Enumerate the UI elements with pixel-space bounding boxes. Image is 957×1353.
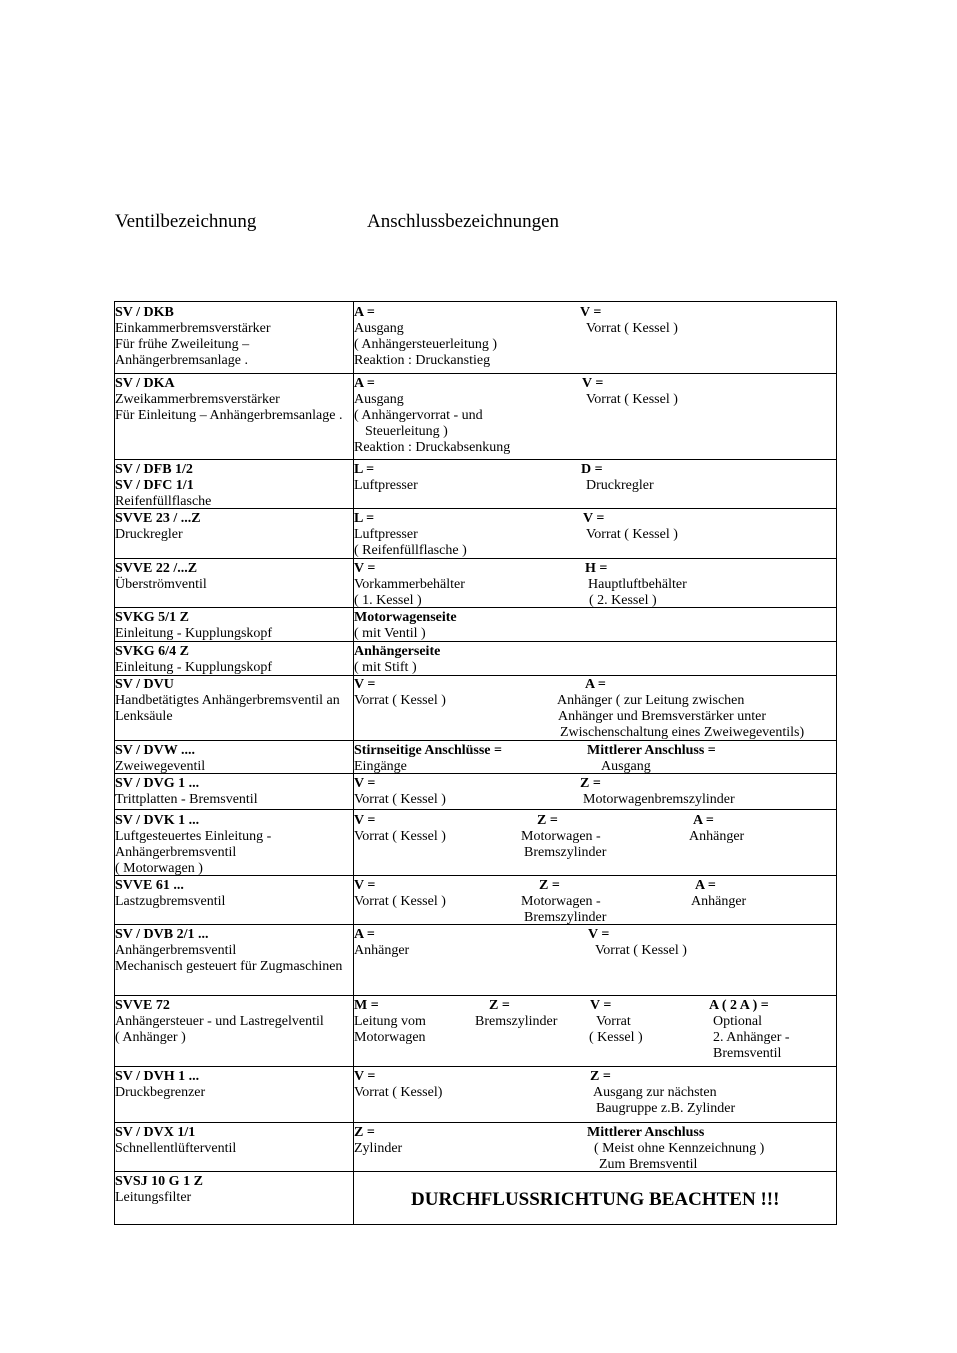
port-description: Motorwagen	[354, 1030, 426, 1045]
port-label: A =	[354, 927, 375, 942]
port-description: Bremszylinder	[524, 910, 607, 925]
port-description: Ausgang	[354, 321, 404, 336]
valve-name: SV / DVK 1 ...	[115, 813, 200, 828]
port-description: ( mit Ventil )	[354, 626, 426, 641]
valve-name: SV / DVB 2/1 ...	[115, 927, 209, 942]
port-label: L =	[354, 511, 375, 526]
port-label: A =	[585, 677, 606, 692]
port-description: Bremszylinder	[524, 845, 607, 860]
port-description: Anhänger	[689, 829, 745, 844]
port-label: Z =	[489, 998, 510, 1013]
row-separator	[115, 1171, 836, 1172]
valve-name: SVKG 5/1 Z	[115, 610, 189, 625]
valve-name: SVVE 72	[115, 998, 170, 1013]
row-separator	[115, 995, 836, 996]
port-label: Stirnseitige Anschlüsse =	[354, 743, 502, 758]
valve-description: Trittplatten - Bremsventil	[115, 792, 258, 807]
port-label: Z =	[354, 1125, 375, 1140]
row-separator	[115, 875, 836, 876]
valve-description: ( Motorwagen )	[115, 861, 203, 876]
valve-name: SVVE 61 ...	[115, 878, 184, 893]
flow-direction-note: DURCHFLUSSRICHTUNG BEACHTEN !!!	[411, 1189, 780, 1210]
valve-description: Einleitung - Kupplungskopf	[115, 660, 273, 675]
row-separator	[115, 508, 836, 509]
port-label: L =	[354, 462, 375, 477]
port-description: Hauptluftbehälter	[588, 577, 687, 592]
valve-name-secondary: SV / DFC 1/1	[115, 478, 194, 493]
port-label: Motorwagenseite	[354, 610, 457, 625]
port-description: Vorrat ( Kessel )	[586, 392, 678, 407]
valve-name: SV / DFB 1/2	[115, 462, 193, 477]
valve-description: Anhängerbremsventil	[115, 943, 237, 958]
port-description: Vorrat ( Kessel )	[354, 829, 446, 844]
port-description: ( 1. Kessel )	[354, 593, 422, 608]
port-description: Luftpresser	[354, 527, 418, 542]
port-description: Anhänger	[691, 894, 747, 909]
port-label: Z =	[537, 813, 558, 828]
valve-description: Luftgesteuertes Einleitung -	[115, 829, 272, 844]
port-description: Steuerleitung )	[365, 424, 448, 439]
port-label: M =	[354, 998, 379, 1013]
port-label: Mittlerer Anschluss	[587, 1125, 705, 1140]
valve-name: SVKG 6/4 Z	[115, 644, 189, 659]
port-description: Vorrat ( Kessel)	[354, 1085, 443, 1100]
port-description: Vorrat ( Kessel )	[354, 894, 446, 909]
valve-name: SVSJ 10 G 1 Z	[115, 1174, 203, 1189]
port-label: Anhängerseite	[354, 644, 441, 659]
column-header-valve: Ventilbezeichnung	[115, 211, 257, 232]
port-description: ( Reifenfüllflasche )	[354, 543, 467, 558]
port-label: Z =	[539, 878, 560, 893]
row-separator	[115, 459, 836, 460]
port-description: Reaktion : Druckabsenkung	[354, 440, 511, 455]
port-description: Baugruppe z.B. Zylinder	[596, 1101, 736, 1116]
valve-description: Anhängersteuer - und Lastregelventil	[115, 1014, 324, 1029]
port-description: Ausgang	[601, 759, 651, 774]
port-description: Ausgang	[354, 392, 404, 407]
port-label: V =	[590, 998, 612, 1013]
port-description: ( Meist ohne Kennzeichnung )	[594, 1141, 765, 1156]
port-label: A =	[693, 813, 714, 828]
valve-name: SV / DKA	[115, 376, 175, 391]
port-label: V =	[582, 376, 604, 391]
row-separator	[115, 924, 836, 925]
column-header-ports: Anschlussbezeichnungen	[367, 211, 560, 232]
port-label: V =	[354, 813, 376, 828]
port-description: Luftpresser	[354, 478, 418, 493]
valve-description: Lastzugbremsventil	[115, 894, 226, 909]
port-description: Zylinder	[354, 1141, 403, 1156]
port-description: 2. Anhänger -	[713, 1030, 790, 1045]
port-label: V =	[354, 1069, 376, 1084]
port-description: ( Anhängersteuerleitung )	[354, 337, 498, 352]
port-label: V =	[583, 511, 605, 526]
port-description: Vorrat ( Kessel )	[354, 693, 446, 708]
row-separator	[115, 773, 836, 774]
port-description: Vorrat ( Kessel )	[595, 943, 687, 958]
port-label: V =	[354, 878, 376, 893]
port-description: ( Kessel )	[589, 1030, 643, 1045]
port-label: A =	[695, 878, 716, 893]
port-label: V =	[580, 305, 602, 320]
port-label: Z =	[580, 776, 601, 791]
port-description: Vorrat ( Kessel )	[354, 792, 446, 807]
port-description: Eingänge	[354, 759, 407, 774]
valve-name: SV / DVG 1 ...	[115, 776, 200, 791]
valve-description: Druckregler	[115, 527, 183, 542]
port-label: V =	[354, 776, 376, 791]
valve-name: SV / DKB	[115, 305, 174, 320]
valve-description: Druckbegrenzer	[115, 1085, 206, 1100]
row-separator	[115, 1066, 836, 1067]
row-separator	[115, 373, 836, 374]
port-label: Z =	[590, 1069, 611, 1084]
port-description: ( mit Stift )	[354, 660, 417, 675]
port-description: Vorrat ( Kessel )	[586, 321, 678, 336]
port-description: Druckregler	[586, 478, 654, 493]
port-label: H =	[585, 561, 608, 576]
valve-description: Zweiwegeventil	[115, 759, 206, 774]
port-label: A =	[354, 305, 375, 320]
port-description: Zwischenschaltung eines Zweiwegeventils)	[560, 725, 805, 740]
valve-name: SV / DVW ....	[115, 743, 196, 758]
valve-name: SVVE 22 /...Z	[115, 561, 198, 576]
valve-description: Lenksäule	[115, 709, 173, 724]
valve-description: Leitungsfilter	[115, 1190, 192, 1205]
row-separator	[115, 558, 836, 559]
port-label: V =	[354, 677, 376, 692]
port-description: Bremszylinder	[475, 1014, 558, 1029]
row-separator	[115, 1122, 836, 1123]
port-description: Vorrat ( Kessel )	[586, 527, 678, 542]
port-description: ( 2. Kessel )	[589, 593, 657, 608]
valve-description: Schnellentlüfterventil	[115, 1141, 237, 1156]
valve-description: Anhängerbremsanlage .	[115, 353, 248, 368]
valve-description: Zweikammerbremsverstärker	[115, 392, 280, 407]
port-description: Anhänger	[354, 943, 410, 958]
port-description: Zum Bremsventil	[599, 1157, 698, 1172]
valve-description: Für frühe Zweileitung –	[115, 337, 250, 352]
port-description: ( Anhängervorrat - und	[354, 408, 483, 423]
valve-description: Für Einleitung – Anhängerbremsanlage .	[115, 408, 343, 423]
port-description: Bremsventil	[713, 1046, 782, 1061]
valve-description: Handbetätigtes Anhängerbremsventil an	[115, 693, 340, 708]
row-separator	[115, 809, 836, 810]
valve-name: SVVE 23 / ...Z	[115, 511, 201, 526]
valve-description: Anhängerbremsventil	[115, 845, 237, 860]
row-separator	[115, 607, 836, 608]
port-description: Vorrat	[596, 1014, 631, 1029]
port-label: V =	[588, 927, 610, 942]
port-description: Leitung vom	[354, 1014, 426, 1029]
port-description: Reaktion : Druckanstieg	[354, 353, 491, 368]
valve-table	[114, 301, 837, 1225]
port-description: Vorkammerbehälter	[354, 577, 465, 592]
valve-description: Einleitung - Kupplungskopf	[115, 626, 273, 641]
port-description: Ausgang zur nächsten	[593, 1085, 717, 1100]
port-label: Mittlerer Anschluss =	[587, 743, 716, 758]
valve-name: SV / DVX 1/1	[115, 1125, 196, 1140]
valve-description: Mechanisch gesteuert für Zugmaschinen	[115, 959, 343, 974]
port-description: Anhänger und Bremsverstärker unter	[558, 709, 766, 724]
valve-name: SV / DVU	[115, 677, 174, 692]
port-label: A =	[354, 376, 375, 391]
port-description: Motorwagen -	[521, 894, 601, 909]
valve-name: SV / DVH 1 ...	[115, 1069, 200, 1084]
port-label: A ( 2 A ) =	[709, 998, 769, 1013]
port-description: Motorwagenbremszylinder	[583, 792, 735, 807]
valve-description: ( Anhänger )	[115, 1030, 186, 1045]
valve-description: Reifenfüllflasche	[115, 494, 212, 509]
port-label: V =	[354, 561, 376, 576]
port-description: Motorwagen -	[521, 829, 601, 844]
valve-description: Überströmventil	[115, 577, 207, 592]
port-label: D =	[581, 462, 603, 477]
port-description: Optional	[713, 1014, 762, 1029]
valve-description: Einkammerbremsverstärker	[115, 321, 271, 336]
port-description: Anhänger ( zur Leitung zwischen	[557, 693, 745, 708]
